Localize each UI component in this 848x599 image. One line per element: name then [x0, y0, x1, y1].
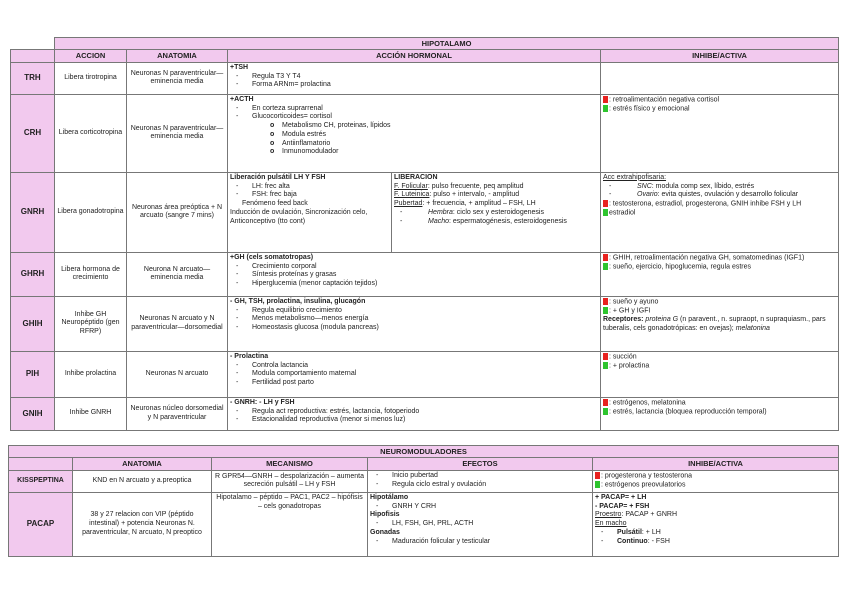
trh-h1: - Regula T3 Y T4 — [230, 73, 598, 82]
gnrh-f1: : pulso frecuente, peq amplitud — [427, 182, 524, 190]
label-ghih: GHIH — [11, 296, 55, 351]
ghrh-h-title: +GH (cels somatotropas) — [230, 253, 314, 261]
pacap-i6-label: Continuo — [617, 537, 648, 545]
ghih-r1: : sueño y ayuno — [609, 298, 659, 306]
trh-h2: - Forma ARNm= prolactina — [230, 81, 598, 90]
gnih-inhibe — [601, 397, 839, 430]
ghih-h-title: - GH, TSH, prolactina, insulina, glucagón — [230, 297, 366, 305]
crh-r1: : retroalimentación negativa cortisol — [609, 96, 720, 104]
kiss-e1: - Inicio pubertad — [370, 472, 590, 481]
gnrh-right-title: LIBERACION — [394, 173, 438, 181]
trh-anatomia: Neuronas N paraventricular—eminencia media — [127, 62, 228, 94]
label-gnih: GNIH — [11, 397, 55, 430]
neuro-header-mecanismo: MECANISMO — [212, 458, 368, 470]
label-trh: TRH — [11, 62, 55, 94]
gnrh-ovario: : evita quistes, ovulación y desarrollo folicular — [657, 191, 799, 199]
inhibe-marker — [603, 353, 608, 360]
ghih-anatomia: Neuronas N arcuato y N paraventricular—dorsomedial — [127, 296, 228, 351]
gnrh-hembra: : ciclo sex y esteroidogenesis — [452, 208, 544, 216]
gnrh-f2-label: F. Luteinica — [394, 191, 430, 199]
ghrh-inhibe — [601, 252, 839, 296]
pacap-i2: - PACAP= + FSH — [595, 502, 650, 510]
gnrh-l4: Inducción de ovulación, Sincronización celo, Anticonceptivo (tto cont) — [230, 208, 368, 225]
ghih-rec-end: melatonina — [735, 324, 770, 332]
hypothalamus-table — [10, 37, 839, 431]
row-pih — [11, 351, 839, 397]
ghrh-anatomia: Neurona N arcuato—eminencia media — [127, 252, 228, 296]
pih-h-title: - Prolactina — [230, 352, 269, 360]
row-crh — [11, 94, 839, 172]
neuro-title: NEUROMODULADORES — [9, 446, 839, 458]
crh-o1: o Metabolismo CH, proteinas, lípidos — [230, 122, 598, 131]
crh-o4: o Inmunomodulador — [230, 148, 598, 157]
ghrh-accion: Libera hormona de crecimiento — [55, 252, 127, 296]
pih-inhibe — [601, 351, 839, 397]
neuro-header-inhibe: INHIBE/ACTIVA — [593, 458, 839, 470]
gnrh-hormonal-left — [228, 172, 392, 252]
gnih-r1: : estrógenos, melatonina — [609, 399, 686, 407]
pih-h1: - Controla lactancia — [230, 362, 598, 371]
gnrh-macho-label: Macho — [428, 217, 450, 225]
label-gnrh: GNRH — [11, 172, 55, 252]
header-accion-hormonal: ACCIÓN HORMONAL — [228, 50, 601, 62]
row-pacap — [9, 492, 839, 556]
header-anatomia: ANATOMIA — [127, 50, 228, 62]
crh-h2: - Glucocorticoides= cortisol — [230, 113, 598, 122]
inhibe-marker — [603, 254, 608, 261]
pacap-i3-label: Proestro — [595, 511, 622, 519]
neuro-header-anatomia: ANATOMIA — [73, 458, 212, 470]
row-gnrh — [11, 172, 839, 252]
ghih-inhibe — [601, 296, 839, 351]
pacap-hip1: - GNRH Y CRH — [370, 503, 590, 512]
row-gnih — [11, 397, 839, 430]
pih-r1: : succión — [609, 353, 637, 361]
gnrh-snc: : modula comp sex, líbido, estrés — [651, 182, 755, 190]
gnrh-inhibe — [601, 172, 839, 252]
pacap-i5-label: Pulsátil — [617, 528, 642, 536]
kiss-g1: : estrógenos preovulatorios — [601, 481, 686, 489]
hypothalamus-title: HIPOTALAMO — [55, 38, 839, 50]
pacap-gon-title: Gonadas — [370, 528, 400, 536]
crh-inhibe — [601, 94, 839, 172]
kiss-anatomia: KND en N arcuato y a.preoptica — [73, 470, 212, 492]
gnih-h2: - Estacionalidad reproductiva (menor si menos luz) — [230, 416, 598, 425]
gnrh-snc-label: SNC — [637, 182, 652, 190]
ghih-h2: - Menos metabolismo—menos energía — [230, 315, 598, 324]
label-pih: PIH — [11, 351, 55, 397]
activa-marker — [603, 209, 608, 216]
gnrh-f3: : + frecuencia, + amplitud – FSH, LH — [422, 200, 536, 207]
row-ghrh — [11, 252, 839, 296]
pacap-i6: : - FSH — [647, 537, 670, 545]
trh-accion: Libera tirotropina — [55, 62, 127, 94]
inhibe-marker — [595, 472, 600, 479]
ghrh-hormonal — [228, 252, 601, 296]
crh-h1: - En corteza suprarrenal — [230, 105, 598, 114]
pih-accion: Inhibe prolactina — [55, 351, 127, 397]
pacap-inhibe — [593, 492, 839, 556]
ghih-g1: : + GH y IGFI — [609, 307, 651, 315]
inhibe-marker — [603, 298, 608, 305]
pacap-i5: : + LH — [641, 528, 661, 536]
pacap-mecanismo: Hipotalamo – péptido – PAC1, PAC2 – hipófisis – cels gonadotropas — [212, 492, 368, 556]
gnrh-l1: - LH: frec alta — [230, 183, 389, 192]
gnrh-f3-label: Pubertad — [394, 200, 423, 207]
gnrh-acc-title: Acc extrahipofisaria: — [603, 173, 667, 181]
activa-marker — [603, 105, 608, 112]
gnih-anatomia: Neuronas núcleo dorsomedial y N paraventricular — [127, 397, 228, 430]
gnrh-g1: estradiol — [609, 209, 636, 217]
pih-h3: - Fertilidad post parto — [230, 379, 598, 388]
ghih-rec: (n paravent., n. supraopt, n supraquiasm., pars tuberalis, cels gonadotrópicas: en ovejas); — [603, 315, 826, 332]
pacap-i4: En macho — [595, 520, 627, 527]
pih-hormonal — [228, 351, 601, 397]
row-trh — [11, 62, 839, 94]
ghih-rec-italic: proteina G — [645, 315, 679, 323]
row-ghih — [11, 296, 839, 351]
gnrh-f2: : pulso + intervalo, - amplitud — [429, 191, 520, 199]
neuro-corner-cell — [9, 458, 73, 470]
ghrh-h1: - Crecimiento corporal — [230, 263, 598, 272]
crh-g1: : estrés físico y emocional — [609, 105, 690, 113]
activa-marker — [603, 362, 608, 369]
row-kisspeptina — [9, 470, 839, 492]
trh-h-title: +TSH — [230, 63, 249, 71]
activa-marker — [603, 263, 608, 270]
crh-accion: Libera corticotropina — [55, 94, 127, 172]
ghih-h1: - Regula equilibrio crecimiento — [230, 307, 598, 316]
pih-anatomia: Neuronas N arcuato — [127, 351, 228, 397]
kiss-mecanismo: R GPR54—GNRH – despolarización – aumenta secreción pulsátil – LH y FSH — [212, 470, 368, 492]
pacap-anatomia: 38 y 27 relacion con VIP (péptido intestinal) + potencia Neuronas N. paraventricular, N arcuato, N preoptico — [73, 492, 212, 556]
ghrh-h3: - Hiperglucemia (menor captación tejidos) — [230, 280, 598, 289]
gnrh-r1: : testosterona, estradiol, progesterona, GNIH inhibe FSH y LH — [609, 200, 802, 208]
crh-hormonal — [228, 94, 601, 172]
gnrh-anatomia: Neuronas área preóptica + N arcuato (sangre 7 mins) — [127, 172, 228, 252]
gnrh-hormonal-right — [392, 172, 601, 252]
crh-h-title: +ACTH — [230, 95, 254, 103]
gnrh-accion: Libera gonadotropina — [55, 172, 127, 252]
label-crh: CRH — [11, 94, 55, 172]
gnrh-f1-label: F. Folicular — [394, 182, 428, 190]
label-pacap: PACAP — [9, 492, 73, 556]
activa-marker — [603, 408, 608, 415]
gnih-h1: - Regula act reproductiva: estrés, lactancia, fotoperiodo — [230, 408, 598, 417]
pacap-i1: + PACAP= + LH — [595, 493, 647, 501]
ghih-accion: Inhibe GH Neuropéptido (gen RFRP) — [55, 296, 127, 351]
pacap-hip-title: Hipotálamo — [370, 493, 409, 501]
pacap-efectos — [368, 492, 593, 556]
label-ghrh: GHRH — [11, 252, 55, 296]
ghih-hormonal — [228, 296, 601, 351]
gnrh-ovario-label: Ovario — [637, 191, 658, 199]
gnrh-l3: Fenómeno feed back — [242, 200, 308, 207]
pacap-hipo1: - LH, FSH, GH, PRL, ACTH — [370, 520, 590, 529]
trh-inhibe — [601, 62, 839, 94]
ghih-rec-label: Receptores: — [603, 315, 644, 323]
pacap-gon1: - Maduración folicular y testicular — [370, 538, 590, 547]
corner-cell — [11, 50, 55, 62]
neuromodulators-table — [8, 445, 839, 557]
gnih-accion: Inhibe GNRH — [55, 397, 127, 430]
crh-o2: o Modula estrés — [230, 131, 598, 140]
gnrh-macho: : espermatogénesis, esteroidogenesis — [449, 217, 567, 225]
inhibe-marker — [603, 96, 608, 103]
inhibe-marker — [603, 399, 608, 406]
pacap-i3: : PACAP + GNRH — [621, 511, 678, 519]
kiss-e2: - Regula ciclo estral y ovulación — [370, 481, 590, 490]
gnih-g1: : estrés, lactancia (bloquea reproducción temporal) — [609, 408, 767, 416]
label-kisspeptina: KISSPEPTINA — [9, 470, 73, 492]
ghrh-r1: : GHIH, retroalimentación negativa GH, somatomedinas (IGF1) — [609, 254, 805, 262]
pacap-hipo-title: Hipofisis — [370, 511, 400, 519]
activa-marker — [595, 481, 600, 488]
ghih-h3: - Homeostasis glucosa (modula pancreas) — [230, 324, 598, 333]
gnrh-left-title: Liberación pulsátil LH Y FSH — [230, 173, 326, 181]
gnrh-l2: - FSH: frec baja — [230, 191, 389, 200]
trh-hormonal — [228, 62, 601, 94]
gnih-h-title: - GNRH: - LH y FSH — [230, 398, 295, 406]
kiss-r1: : progesterona y testosterona — [601, 472, 693, 480]
neuro-header-efectos: EFECTOS — [368, 458, 593, 470]
kiss-inhibe — [593, 470, 839, 492]
pih-h2: - Modula comportamiento maternal — [230, 370, 598, 379]
gnrh-hembra-label: Hembra — [428, 208, 453, 216]
inhibe-marker — [603, 200, 608, 207]
crh-o3: o Antiinflamatorio — [230, 140, 598, 149]
ghrh-g1: : sueño, ejercicio, hipoglucemia, regula estres — [609, 263, 752, 271]
gnih-hormonal — [228, 397, 601, 430]
activa-marker — [603, 307, 608, 314]
ghrh-h2: - Síntesis proteínas y grasas — [230, 271, 598, 280]
pih-g1: : + prolactina — [609, 362, 650, 370]
kiss-efectos — [368, 470, 593, 492]
header-inhibe-activa: INHIBE/ACTIVA — [601, 50, 839, 62]
header-accion: ACCION — [55, 50, 127, 62]
crh-anatomia: Neuronas N paraventricular—eminencia media — [127, 94, 228, 172]
